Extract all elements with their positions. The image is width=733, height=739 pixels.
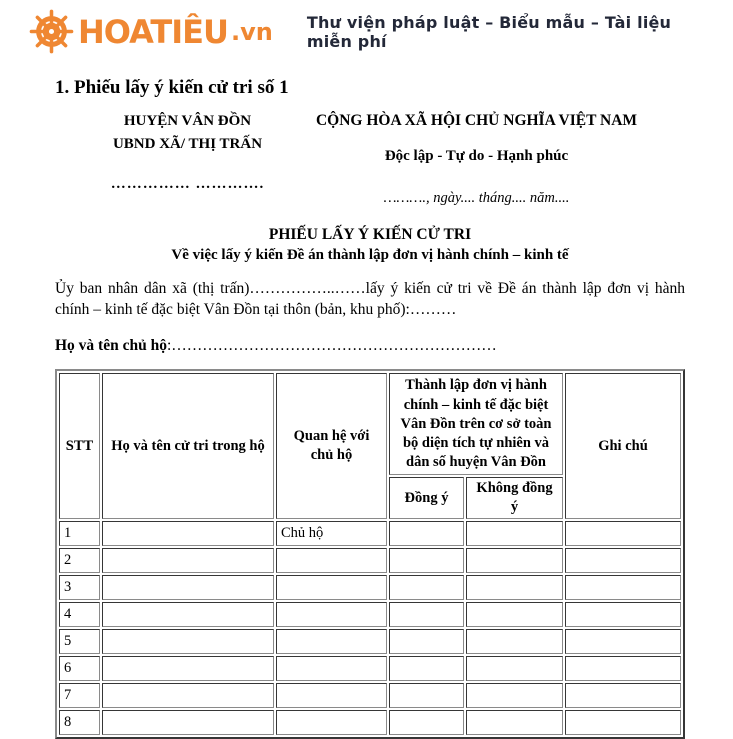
letterhead	[55, 110, 685, 207]
cell-stt: 6	[59, 656, 100, 681]
ship-wheel-icon	[28, 8, 75, 55]
cell-relation	[276, 602, 387, 627]
cell-relation	[276, 575, 387, 600]
col-header-note: Ghi chú	[565, 373, 681, 519]
site-tagline: Thư viện pháp luật – Biểu mẫu – Tài liệu miễn phí	[306, 12, 672, 51]
voter-table-body	[59, 521, 681, 735]
table-row	[59, 683, 681, 708]
cell-note	[565, 575, 681, 600]
cell-name	[102, 710, 274, 735]
issuing-commune: UBND XÃ/ THỊ TRẤN	[112, 135, 263, 152]
logo[interactable]	[28, 8, 273, 55]
cell-agree	[389, 602, 464, 627]
cell-stt: 1	[59, 521, 100, 546]
col-header-proposal: Thành lập đơn vị hành chính – kinh tế đặc biệt Vân Đồn trên cơ sở toàn bộ diện tích tự nhiên và dân số huyện Vân Đồn	[389, 373, 563, 475]
household-head-label: Họ và tên chủ hộ	[55, 337, 167, 355]
cell-stt: 5	[59, 629, 100, 654]
col-header-name: Họ và tên cử tri trong hộ	[102, 373, 274, 519]
cell-name	[102, 629, 274, 654]
voter-table	[55, 369, 685, 739]
cell-name	[102, 683, 274, 708]
table-row	[59, 710, 681, 735]
cell-agree	[389, 521, 464, 546]
national-motto: Độc lập - Tự do - Hạnh phúc	[384, 147, 569, 164]
cell-disagree	[466, 656, 563, 681]
cell-note	[565, 602, 681, 627]
cell-agree	[389, 575, 464, 600]
cell-stt: 7	[59, 683, 100, 708]
cell-disagree	[466, 521, 563, 546]
cell-stt: 2	[59, 548, 100, 573]
cell-relation: Chủ hộ	[276, 521, 387, 546]
form-title: PHIẾU LẤY Ý KIẾN CỬ TRI	[268, 225, 472, 243]
table-row	[59, 521, 681, 546]
table-row	[59, 548, 681, 573]
table-row	[59, 602, 681, 627]
cell-disagree	[466, 575, 563, 600]
cell-stt: 3	[59, 575, 100, 600]
table-header-row	[59, 373, 681, 475]
cell-disagree	[466, 710, 563, 735]
cell-name	[102, 656, 274, 681]
table-row	[59, 575, 681, 600]
col-header-stt: STT	[59, 373, 100, 519]
site-header	[0, 0, 733, 55]
cell-stt: 8	[59, 710, 100, 735]
cell-name	[102, 548, 274, 573]
cell-agree	[389, 656, 464, 681]
cell-note	[565, 683, 681, 708]
form-subtitle: Về việc lấy ý kiến Đề án thành lập đơn vị hành chính – kinh tế	[171, 246, 569, 263]
cell-relation	[276, 656, 387, 681]
letterhead-right	[304, 110, 649, 207]
cell-name	[102, 521, 274, 546]
cell-relation	[276, 629, 387, 654]
table-row	[59, 629, 681, 654]
cell-note	[565, 710, 681, 735]
cell-disagree	[466, 683, 563, 708]
cell-name	[102, 575, 274, 600]
cell-note	[565, 548, 681, 573]
household-head-line	[55, 337, 685, 355]
cell-agree	[389, 683, 464, 708]
col-header-agree: Đồng ý	[389, 477, 464, 519]
cell-disagree	[466, 548, 563, 573]
cell-stt: 4	[59, 602, 100, 627]
col-header-relation: Quan hệ với chủ hộ	[276, 373, 387, 519]
logo-text: HOATIÊU	[78, 12, 228, 51]
issuing-dotted-line: …………… ………….	[110, 176, 265, 192]
logo-suffix: .vn	[230, 17, 273, 46]
intro-paragraph: Ủy ban nhân dân xã (thị trấn)……………..……lấy ý kiến cử tri về Đề án thành lập đơn vị hành chính – kinh tế đặc biệt Vân Đồn tại thôn (bản, khu phố):………	[55, 279, 685, 319]
date-line: ………., ngày.... tháng.... năm....	[383, 189, 570, 206]
letterhead-left	[55, 110, 320, 207]
cell-agree	[389, 710, 464, 735]
cell-relation	[276, 548, 387, 573]
cell-note	[565, 629, 681, 654]
national-title: CỘNG HÒA XÃ HỘI CHỦ NGHĨA VIỆT NAM	[315, 112, 638, 129]
document-page	[55, 77, 685, 739]
household-head-dots: :………………………………………………………	[166, 337, 497, 355]
table-row	[59, 656, 681, 681]
page-title: 1. Phiếu lấy ý kiến cử tri số 1	[55, 77, 289, 98]
cell-relation	[276, 683, 387, 708]
cell-agree	[389, 629, 464, 654]
cell-disagree	[466, 629, 563, 654]
col-header-disagree: Không đồng ý	[466, 477, 563, 519]
cell-name	[102, 602, 274, 627]
cell-relation	[276, 710, 387, 735]
cell-note	[565, 521, 681, 546]
cell-note	[565, 656, 681, 681]
cell-agree	[389, 548, 464, 573]
issuing-district: HUYỆN VÂN ĐỒN	[123, 113, 252, 129]
cell-disagree	[466, 602, 563, 627]
